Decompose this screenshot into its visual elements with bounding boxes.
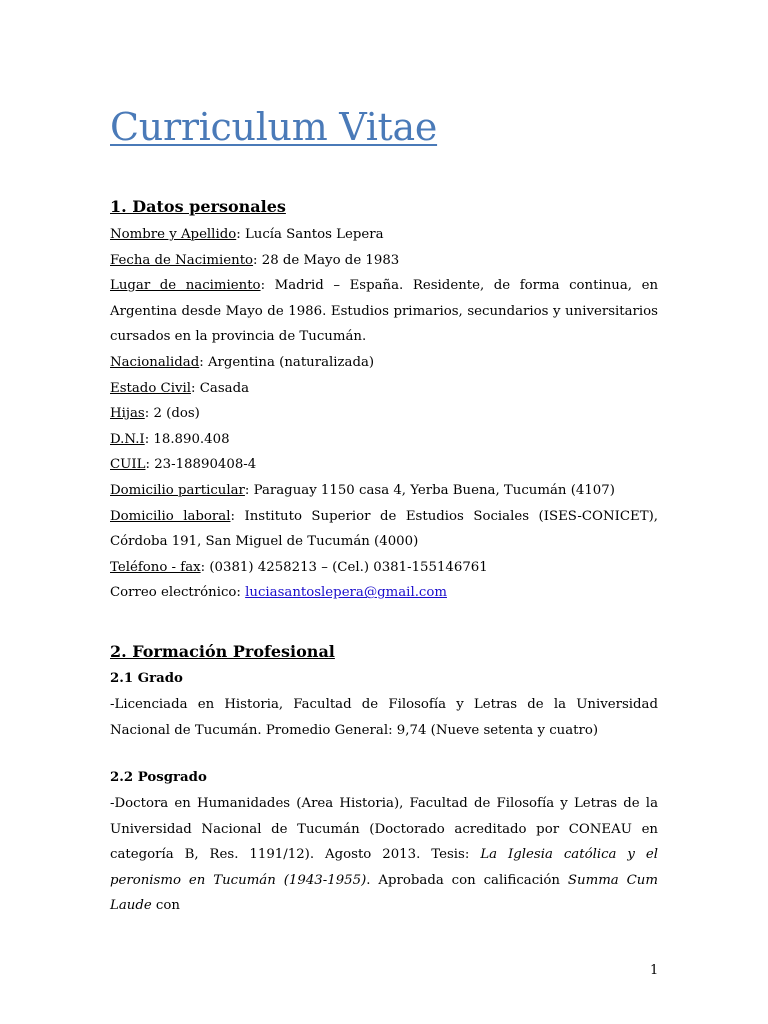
- field-label: Hijas: [110, 406, 145, 422]
- field-value: 28 de Mayo de 1983: [261, 252, 400, 268]
- email-link[interactable]: luciasantoslepera@gmail.com: [245, 585, 447, 601]
- thesis-grade: Summa Cum Laude: [110, 872, 658, 914]
- document-title: Curriculum Vitae: [110, 105, 438, 149]
- field-phone: Teléfono - fax: (0381) 4258213 – (Cel.) 0381-155146761: [110, 559, 488, 575]
- cv-page: [110, 100, 658, 919]
- field-label: Domicilio particular: [110, 482, 245, 498]
- field-nationality: Nacionalidad: Argentina (naturalizada): [110, 354, 375, 370]
- postgrad-text: -Doctora en Humanidades (Area Historia), Facultad de Filosofía y Letras de la Universidad Nacional de Tucumán (Doctorado acreditado por CONEAU en categoría B, Res. 1191/12). Agosto 2013. Tesis: La Iglesia católica y el peronismo en Tucumán (1943-1955). Aprobada con calificación Summa Cum Laude con: [110, 796, 658, 914]
- subheading-degree: 2.1 Grado: [110, 670, 183, 686]
- field-label: Estado Civil: [110, 380, 191, 396]
- field-value: Casada: [199, 380, 250, 396]
- field-label: Nombre y Apellido: [110, 227, 237, 242]
- field-value: Madrid – España. Residente, de forma continua, en Argentina desde Mayo de 1986. Estudios primarios, secundarios y universitarios cursados en la provincia de Tucumán.: [110, 278, 659, 345]
- field-label: CUIL: [110, 457, 146, 473]
- field-value: (0381) 4258213 – (Cel.) 0381-155146761: [209, 559, 488, 575]
- field-value: Lucía Santos Lepera: [244, 227, 384, 242]
- field-name: Nombre y Apellido: Lucía Santos Lepera: [110, 227, 384, 242]
- field-label: Domicilio laboral: [110, 508, 231, 524]
- field-label: Correo electrónico: [110, 585, 237, 601]
- field-label: Fecha de Nacimiento: [110, 252, 254, 268]
- field-value: Instituto Superior de Estudios Sociales (ISES-CONICET), Córdoba 191, San Miguel de Tucumán (4000): [110, 508, 658, 550]
- field-label: Teléfono - fax: [110, 559, 201, 575]
- field-label: D.N.I: [110, 431, 145, 447]
- field-label: Nacionalidad: [110, 354, 200, 370]
- personal-data-list: [110, 222, 658, 606]
- degree-text: -Licenciada en Historia, Facultad de Filosofía y Letras de la Universidad Nacional de Tucumán. Promedio General: 9,74 (Nueve setenta y cuatro): [110, 696, 658, 738]
- subheading-postgrad: 2.2 Posgrado: [110, 770, 207, 786]
- section-heading-personal: 1. Datos personales: [110, 197, 286, 216]
- field-value: 18.890.408: [153, 431, 230, 447]
- field-dni: D.N.I: 18.890.408: [110, 431, 230, 447]
- field-children: Hijas: 2 (dos): [110, 406, 200, 422]
- field-birth-date: Fecha de Nacimiento: 28 de Mayo de 1983: [110, 252, 400, 268]
- field-label: Lugar de nacimiento: [110, 278, 261, 294]
- field-birth-place: Lugar de nacimiento: Madrid – España. Residente, de forma continua, en Argentina desde Mayo de 1986. Estudios primarios, secundarios y universitarios cursados en la provincia de Tucumán.: [110, 278, 659, 345]
- page-number: 1: [650, 963, 659, 978]
- section-heading-training: 2. Formación Profesional: [110, 641, 335, 661]
- field-cuil: CUIL: 23-18890408-4: [110, 457, 257, 473]
- field-email: Correo electrónico: luciasantoslepera@gmail.com: [110, 585, 447, 601]
- field-work-address: Domicilio laboral: Instituto Superior de Estudios Sociales (ISES-CONICET), Córdoba 191, San Miguel de Tucumán (4000): [110, 508, 658, 550]
- thesis-title: La Iglesia católica y el peronismo en Tucumán (1943-1955): [110, 847, 658, 888]
- field-value: 23-18890408-4: [154, 457, 257, 473]
- field-civil-status: Estado Civil: Casada: [110, 380, 250, 396]
- field-value: Argentina (naturalizada): [207, 354, 375, 370]
- field-value: 2 (dos): [153, 406, 200, 422]
- field-home-address: Domicilio particular: Paraguay 1150 casa 4, Yerba Buena, Tucumán (4107): [110, 482, 615, 498]
- field-value: Paraguay 1150 casa 4, Yerba Buena, Tucumán (4107): [253, 482, 615, 498]
